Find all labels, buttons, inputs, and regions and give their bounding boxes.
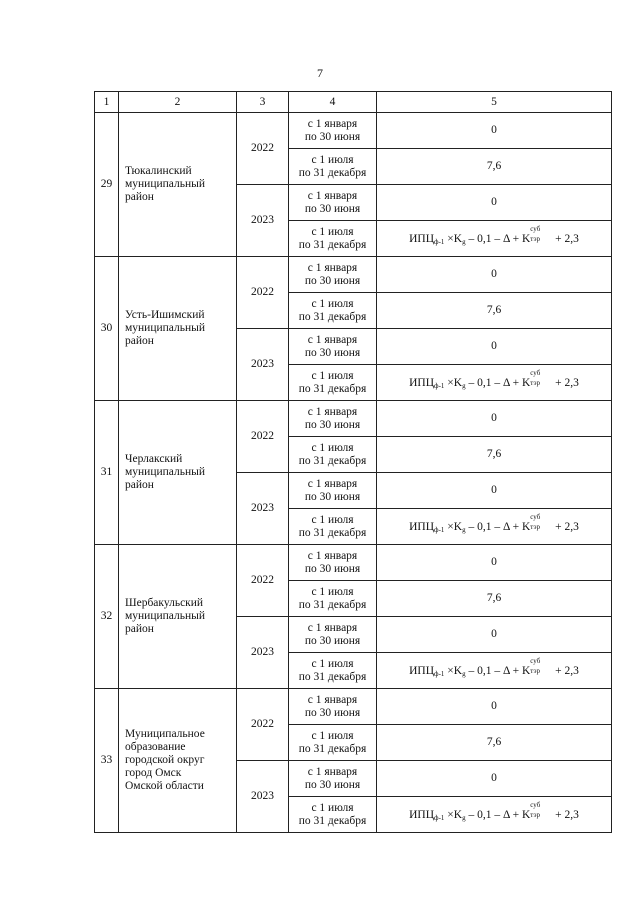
- municipality-number: 32: [95, 545, 119, 689]
- period-line: по 30 июня: [304, 634, 361, 647]
- period-line: с 1 июля: [311, 585, 354, 598]
- formula-tail: + 2,3: [552, 808, 579, 821]
- municipality-number: 30: [95, 257, 119, 401]
- formula-k-subscript: g: [462, 381, 466, 390]
- period-line: с 1 января: [307, 189, 358, 202]
- formula-text: [409, 368, 579, 390]
- formula-tail: + 2,3: [552, 232, 579, 245]
- period-cell: [289, 185, 377, 221]
- period-cell: [289, 293, 377, 329]
- period-line: по 31 декабря: [298, 166, 367, 179]
- period-cell: [289, 473, 377, 509]
- municipality-name-line: Омской области: [125, 780, 204, 792]
- formula-middle: – 0,1 – Δ + K: [465, 232, 531, 245]
- period-cell: [289, 761, 377, 797]
- formula-k2-subscript: тэр: [530, 522, 541, 531]
- period-line: по 31 декабря: [298, 382, 367, 395]
- year-cell: 2022: [237, 689, 289, 761]
- formula-ipc-subscript: ф-1: [434, 669, 445, 678]
- formula-ipc: ИПЦ: [409, 808, 435, 821]
- formula-ipc-subscript: ф-1: [434, 813, 445, 822]
- formula-mult: ×K: [444, 376, 463, 389]
- formula-ipc: ИПЦ: [409, 232, 435, 245]
- formula-ipc: ИПЦ: [409, 664, 435, 677]
- table-row: [95, 257, 612, 293]
- period-line: по 30 июня: [304, 346, 361, 359]
- formula-k2-subscript: тэр: [530, 234, 541, 243]
- period-cell: [289, 401, 377, 437]
- formula-text: [409, 512, 579, 534]
- period-line: с 1 января: [307, 333, 358, 346]
- year-cell: 2022: [237, 545, 289, 617]
- municipality-name-line: муниципальный: [125, 178, 206, 190]
- period-line: с 1 июля: [311, 297, 354, 310]
- formula-k2-subscript: тэр: [530, 810, 541, 819]
- period-cell: [289, 329, 377, 365]
- period-line: с 1 января: [307, 765, 358, 778]
- period-cell: [289, 797, 377, 833]
- table-row: [95, 545, 612, 581]
- value-cell: [377, 365, 612, 401]
- value-cell: 0: [377, 401, 612, 437]
- municipality-name-line: муниципальный: [125, 610, 206, 622]
- formula-ipc: ИПЦ: [409, 376, 435, 389]
- municipality-name-line: район: [125, 623, 154, 635]
- value-cell: [377, 797, 612, 833]
- value-cell: 7,6: [377, 581, 612, 617]
- period-line: по 31 декабря: [298, 454, 367, 467]
- municipality-name-line: район: [125, 335, 154, 347]
- year-cell: 2022: [237, 401, 289, 473]
- municipality-name-line: Муниципальное: [125, 728, 205, 740]
- table-row: [95, 113, 612, 149]
- period-line: по 30 июня: [304, 130, 361, 143]
- period-line: с 1 июля: [311, 369, 354, 382]
- formula-k-subscript: g: [462, 237, 466, 246]
- formula-k2-superscript: суб: [530, 800, 541, 809]
- value-cell: 7,6: [377, 437, 612, 473]
- table-row: [95, 689, 612, 725]
- formula-text: [409, 224, 579, 246]
- municipality-name: [119, 545, 237, 689]
- municipality-name: [119, 257, 237, 401]
- period-line: по 31 декабря: [298, 814, 367, 827]
- formula-text: [409, 656, 579, 678]
- period-line: с 1 июля: [311, 225, 354, 238]
- municipality-name-line: Усть-Ишимский: [125, 309, 205, 321]
- formula-k-subscript: g: [462, 525, 466, 534]
- value-cell: 7,6: [377, 293, 612, 329]
- value-cell: [377, 653, 612, 689]
- formula-k2-subscript: тэр: [530, 666, 541, 675]
- period-cell: [289, 257, 377, 293]
- formula-k2-indices: [530, 656, 552, 675]
- period-line: с 1 января: [307, 621, 358, 634]
- municipality-number: 33: [95, 689, 119, 833]
- period-line: по 31 декабря: [298, 598, 367, 611]
- formula-ipc: ИПЦ: [409, 520, 435, 533]
- value-cell: [377, 221, 612, 257]
- year-cell: 2022: [237, 113, 289, 185]
- period-line: по 30 июня: [304, 418, 361, 431]
- period-line: по 30 июня: [304, 562, 361, 575]
- formula-ipc-subscript: ф-1: [434, 525, 445, 534]
- formula-k2-indices: [530, 800, 552, 819]
- period-line: с 1 июля: [311, 801, 354, 814]
- period-line: с 1 июля: [311, 153, 354, 166]
- period-line: по 30 июня: [304, 778, 361, 791]
- period-line: с 1 июля: [311, 441, 354, 454]
- formula-k-subscript: g: [462, 813, 466, 822]
- period-line: по 30 июня: [304, 274, 361, 287]
- municipality-name-line: городской округ: [125, 754, 205, 766]
- period-cell: [289, 149, 377, 185]
- value-cell: 7,6: [377, 149, 612, 185]
- period-cell: [289, 653, 377, 689]
- period-cell: [289, 113, 377, 149]
- formula-k2-indices: [530, 224, 552, 243]
- municipality-name-line: Шербакульский: [125, 597, 204, 609]
- period-cell: [289, 689, 377, 725]
- municipality-name: [119, 689, 237, 833]
- formula-tail: + 2,3: [552, 664, 579, 677]
- period-line: с 1 января: [307, 117, 358, 130]
- value-cell: 0: [377, 113, 612, 149]
- period-cell: [289, 725, 377, 761]
- period-line: с 1 июля: [311, 513, 354, 526]
- formula-tail: + 2,3: [552, 520, 579, 533]
- formula-k2-subscript: тэр: [530, 378, 541, 387]
- period-line: по 31 декабря: [298, 310, 367, 323]
- value-cell: 0: [377, 761, 612, 797]
- formula-middle: – 0,1 – Δ + K: [465, 376, 531, 389]
- header-cell-2: 2: [119, 92, 237, 113]
- formula-ipc-subscript: ф-1: [434, 381, 445, 390]
- period-line: по 30 июня: [304, 490, 361, 503]
- period-cell: [289, 437, 377, 473]
- formula-ipc-subscript: ф-1: [434, 237, 445, 246]
- tariff-table: [94, 91, 612, 833]
- formula-k2-indices: [530, 368, 552, 387]
- header-cell-4: 4: [289, 92, 377, 113]
- value-cell: 0: [377, 617, 612, 653]
- formula-middle: – 0,1 – Δ + K: [465, 664, 531, 677]
- period-cell: [289, 509, 377, 545]
- header-cell-3: 3: [237, 92, 289, 113]
- year-cell: 2022: [237, 257, 289, 329]
- municipality-name-line: район: [125, 191, 154, 203]
- header-cell-5: 5: [377, 92, 612, 113]
- period-line: с 1 января: [307, 693, 358, 706]
- formula-k2-superscript: суб: [530, 656, 541, 665]
- formula-text: [409, 800, 579, 822]
- formula-k-subscript: g: [462, 669, 466, 678]
- period-cell: [289, 365, 377, 401]
- formula-tail: + 2,3: [552, 376, 579, 389]
- formula-mult: ×K: [444, 520, 463, 533]
- municipality-name-line: Тюкалинский: [125, 165, 192, 177]
- municipality-name: [119, 113, 237, 257]
- municipality-name-line: муниципальный: [125, 322, 206, 334]
- year-cell: 2023: [237, 185, 289, 257]
- formula-mult: ×K: [444, 232, 463, 245]
- period-line: с 1 января: [307, 549, 358, 562]
- year-cell: 2023: [237, 761, 289, 833]
- formula-mult: ×K: [444, 664, 463, 677]
- value-cell: [377, 509, 612, 545]
- period-line: по 31 декабря: [298, 526, 367, 539]
- period-line: с 1 июля: [311, 729, 354, 742]
- year-cell: 2023: [237, 473, 289, 545]
- formula-mult: ×K: [444, 808, 463, 821]
- municipality-name-line: Черлакский: [125, 453, 183, 465]
- value-cell: 0: [377, 329, 612, 365]
- municipality-number: 31: [95, 401, 119, 545]
- period-cell: [289, 581, 377, 617]
- period-line: с 1 января: [307, 405, 358, 418]
- formula-k2-superscript: суб: [530, 512, 541, 521]
- period-cell: [289, 545, 377, 581]
- period-line: по 31 декабря: [298, 742, 367, 755]
- period-cell: [289, 617, 377, 653]
- value-cell: 0: [377, 689, 612, 725]
- municipality-name-line: город Омск: [125, 767, 182, 779]
- municipality-name-line: образование: [125, 741, 186, 753]
- value-cell: 0: [377, 545, 612, 581]
- formula-k2-indices: [530, 512, 552, 531]
- period-line: по 31 декабря: [298, 670, 367, 683]
- municipality-name-line: район: [125, 479, 154, 491]
- municipality-number: 29: [95, 113, 119, 257]
- municipality-name-line: муниципальный: [125, 466, 206, 478]
- table-row: [95, 401, 612, 437]
- formula-k2-superscript: суб: [530, 224, 541, 233]
- period-line: по 30 июня: [304, 202, 361, 215]
- value-cell: 7,6: [377, 725, 612, 761]
- period-line: с 1 января: [307, 261, 358, 274]
- formula-middle: – 0,1 – Δ + K: [465, 808, 531, 821]
- formula-middle: – 0,1 – Δ + K: [465, 520, 531, 533]
- period-cell: [289, 221, 377, 257]
- period-line: по 31 декабря: [298, 238, 367, 251]
- period-line: с 1 января: [307, 477, 358, 490]
- header-cell-1: 1: [95, 92, 119, 113]
- table-body: [95, 92, 612, 833]
- municipality-name: [119, 401, 237, 545]
- period-line: с 1 июля: [311, 657, 354, 670]
- value-cell: 0: [377, 257, 612, 293]
- value-cell: 0: [377, 473, 612, 509]
- value-cell: 0: [377, 185, 612, 221]
- period-line: по 30 июня: [304, 706, 361, 719]
- header-row: [95, 92, 612, 113]
- year-cell: 2023: [237, 329, 289, 401]
- page-number: 7: [317, 66, 323, 80]
- formula-k2-superscript: суб: [530, 368, 541, 377]
- year-cell: 2023: [237, 617, 289, 689]
